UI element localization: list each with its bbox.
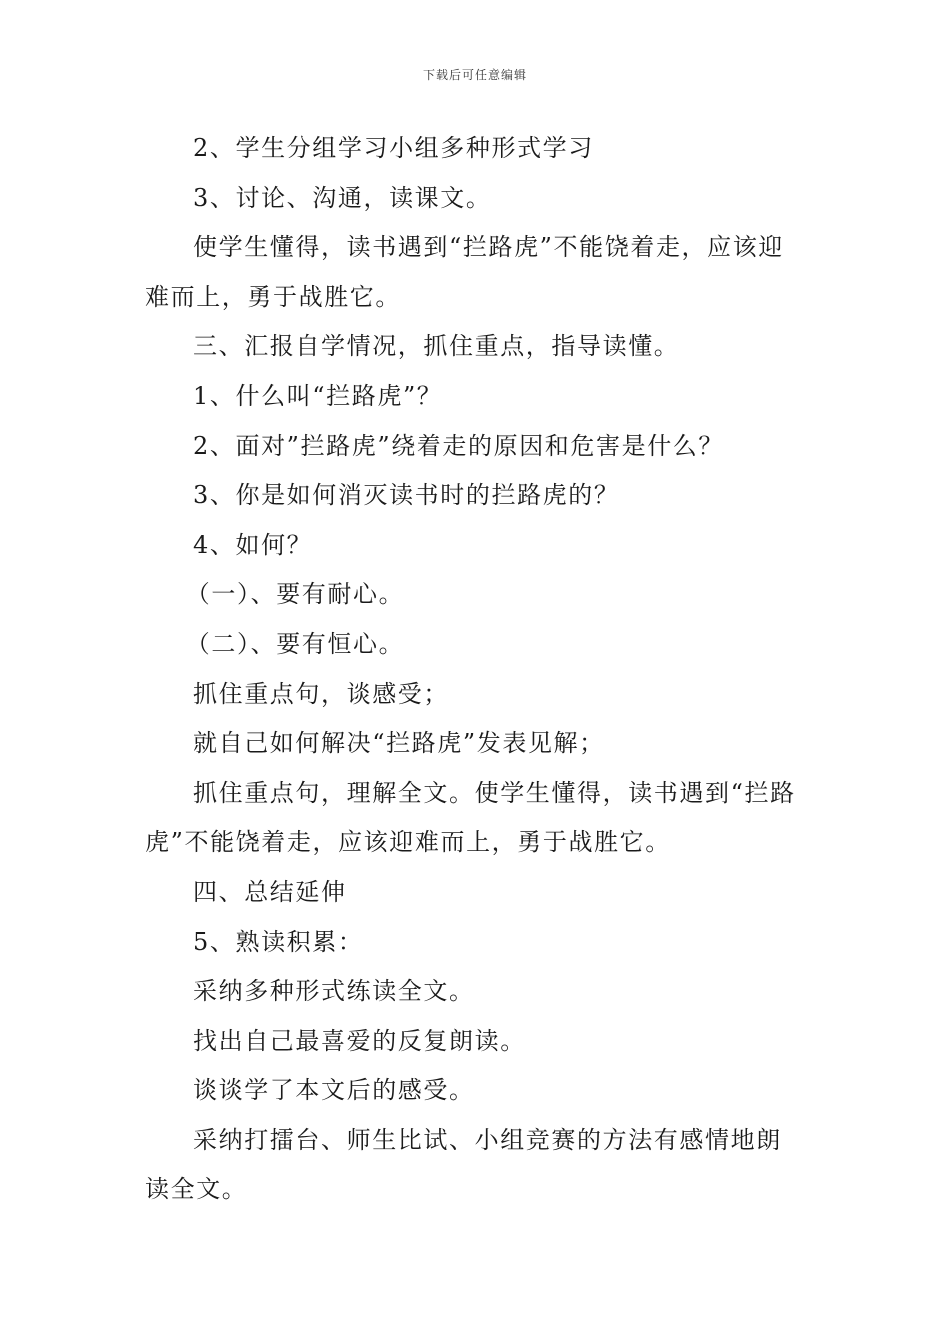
- paragraph: 使学生懂得，读书遇到“拦路虎”不能饶着走，应该迎难而上，勇于战胜它。: [145, 233, 784, 311]
- paragraph: 就自己如何解决“拦路虎”发表见解；: [193, 729, 605, 758]
- paragraph: 4、如何？: [193, 530, 313, 559]
- section-heading: 四、总结延伸: [193, 877, 347, 906]
- paragraph: （二）、要有恒心。: [185, 629, 405, 658]
- paragraph: 谈谈学了本文后的感受。: [193, 1076, 475, 1105]
- paragraph: 5、熟读积累：: [193, 927, 364, 956]
- paragraph: 1、什么叫“拦路虎”？: [193, 381, 443, 410]
- section-heading: 三、汇报自学情况，抓住重点，指导读懂。: [193, 332, 680, 361]
- document-body: [145, 124, 807, 1215]
- paragraph: （一）、要有耐心。: [185, 580, 405, 609]
- paragraph: 抓住重点句，理解全文。使学生懂得，读书遇到“拦路虎”不能饶着走，应该迎难而上，勇于战胜它。: [145, 778, 796, 857]
- paragraph: 采纳打擂台、师生比试、小组竞赛的方法有感情地朗读全文。: [145, 1125, 782, 1204]
- page-header-note: 下载后可任意编辑: [422, 68, 527, 82]
- paragraph: 2、学生分组学习小组多种形式学习: [193, 134, 594, 162]
- paragraph: 抓住重点句，谈感受；: [193, 679, 449, 708]
- paragraph: 找出自己最喜爱的反复朗读。: [193, 1026, 526, 1055]
- paragraph: 2、面对”拦路虎”绕着走的原因和危害是什么？: [193, 431, 725, 460]
- paragraph: 采纳多种形式练读全文。: [193, 977, 475, 1006]
- paragraph: 3、讨论、沟通，读课文。: [193, 183, 492, 212]
- paragraph: 3、你是如何消灭读书时的拦路虎的？: [193, 481, 620, 510]
